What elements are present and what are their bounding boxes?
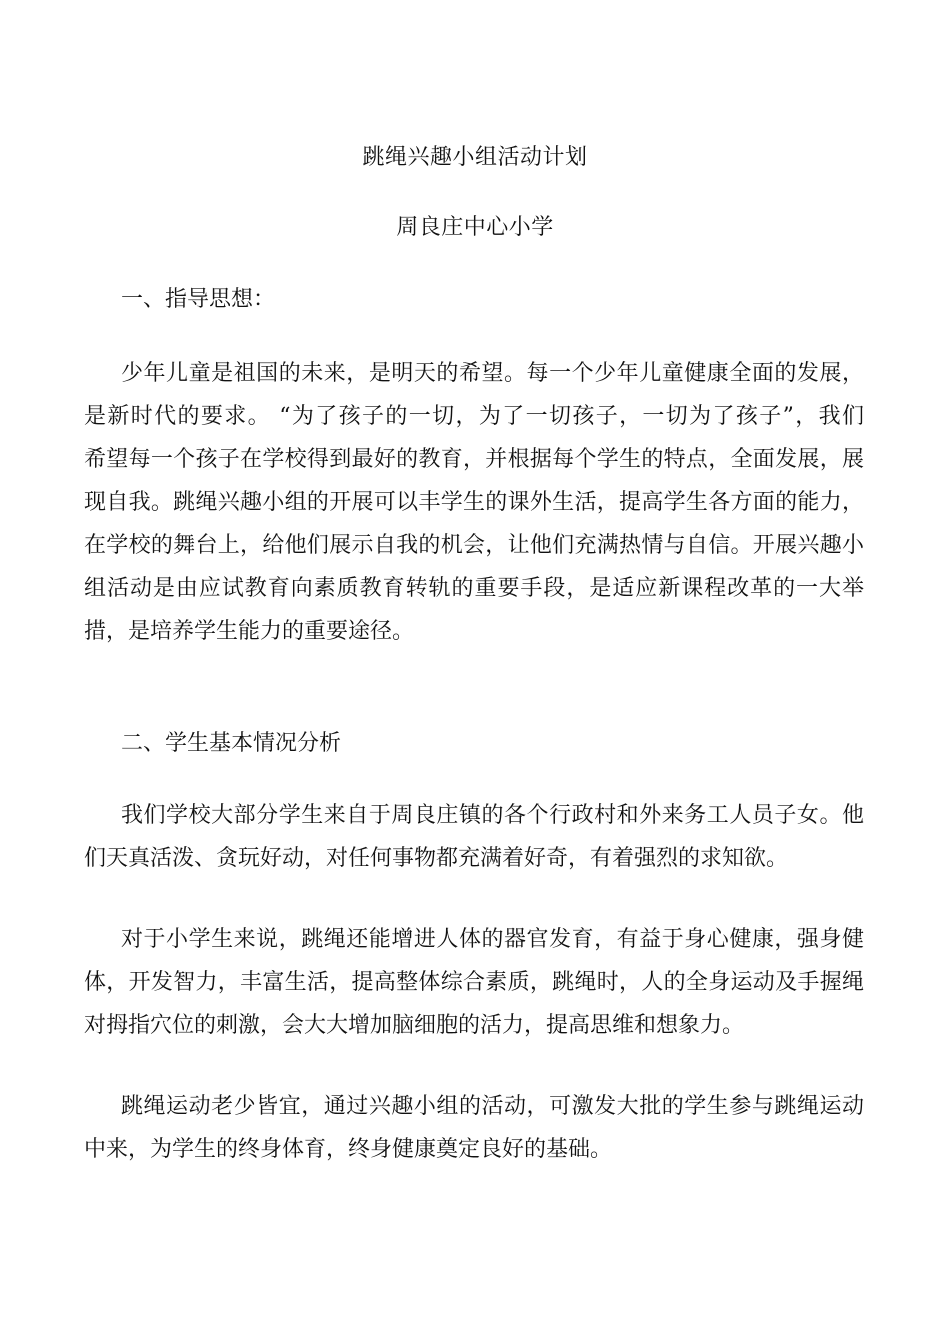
paragraph-lifelong-fitness (84, 1085, 864, 1171)
paragraph-line: 体，开发智力，丰富生活，提高整体综合素质，跳绳时，人的全身运动及手握绳 (84, 970, 864, 995)
paragraph-line: 中来，为学生的终身体育，终身健康奠定良好的基础。 (84, 1137, 613, 1162)
paragraph-guiding-ideology (84, 352, 864, 653)
paragraph-line: 对拇指穴位的刺激，会大大增加脑细胞的活力，提高思维和想象力。 (84, 1013, 745, 1038)
paragraph-student-background (84, 794, 864, 880)
paragraph-line: 少年儿童是祖国的未来，是明天的希望。每一个少年儿童健康全面的发展， (121, 361, 864, 386)
paragraph-line: 对于小学生来说，跳绳还能增进人体的器官发育，有益于身心健康，强身健 (121, 927, 864, 952)
paragraph-line: 是新时代的要求。 “为了孩子的一切，为了一切孩子，一切为了孩子”，我们 (84, 404, 864, 429)
section-heading-guiding-ideology: 一、指导思想： (121, 287, 276, 312)
paragraph-line: 在学校的舞台上，给他们展示自我的机会，让他们充满热情与自信。开展兴趣小 (84, 533, 864, 558)
paragraph-line: 组活动是由应试教育向素质教育转轨的重要手段，是适应新课程改革的一大举 (84, 576, 864, 601)
paragraph-line: 跳绳运动老少皆宜，通过兴趣小组的活动，可激发大批的学生参与跳绳运动 (121, 1094, 864, 1119)
paragraph-jump-rope-benefits (84, 918, 864, 1047)
paragraph-line: 希望每一个孩子在学校得到最好的教育，并根据每个学生的特点，全面发展，展 (84, 447, 864, 472)
paragraph-line: 们天真活泼、贪玩好动，对任何事物都充满着好奇，有着强烈的求知欲。 (84, 846, 789, 871)
paragraph-line: 措，是培养学生能力的重要途径。 (84, 619, 415, 644)
document-subtitle: 周良庄中心小学 (396, 215, 554, 240)
paragraph-line: 现自我。跳绳兴趣小组的开展可以丰学生的课外生活，提高学生各方面的能力， (84, 490, 864, 515)
paragraph-line: 我们学校大部分学生来自于周良庄镇的各个行政村和外来务工人员子女。他 (121, 803, 864, 828)
section-heading-student-analysis: 二、学生基本情况分析 (121, 731, 342, 756)
document-title: 跳绳兴趣小组活动计划 (362, 145, 588, 170)
